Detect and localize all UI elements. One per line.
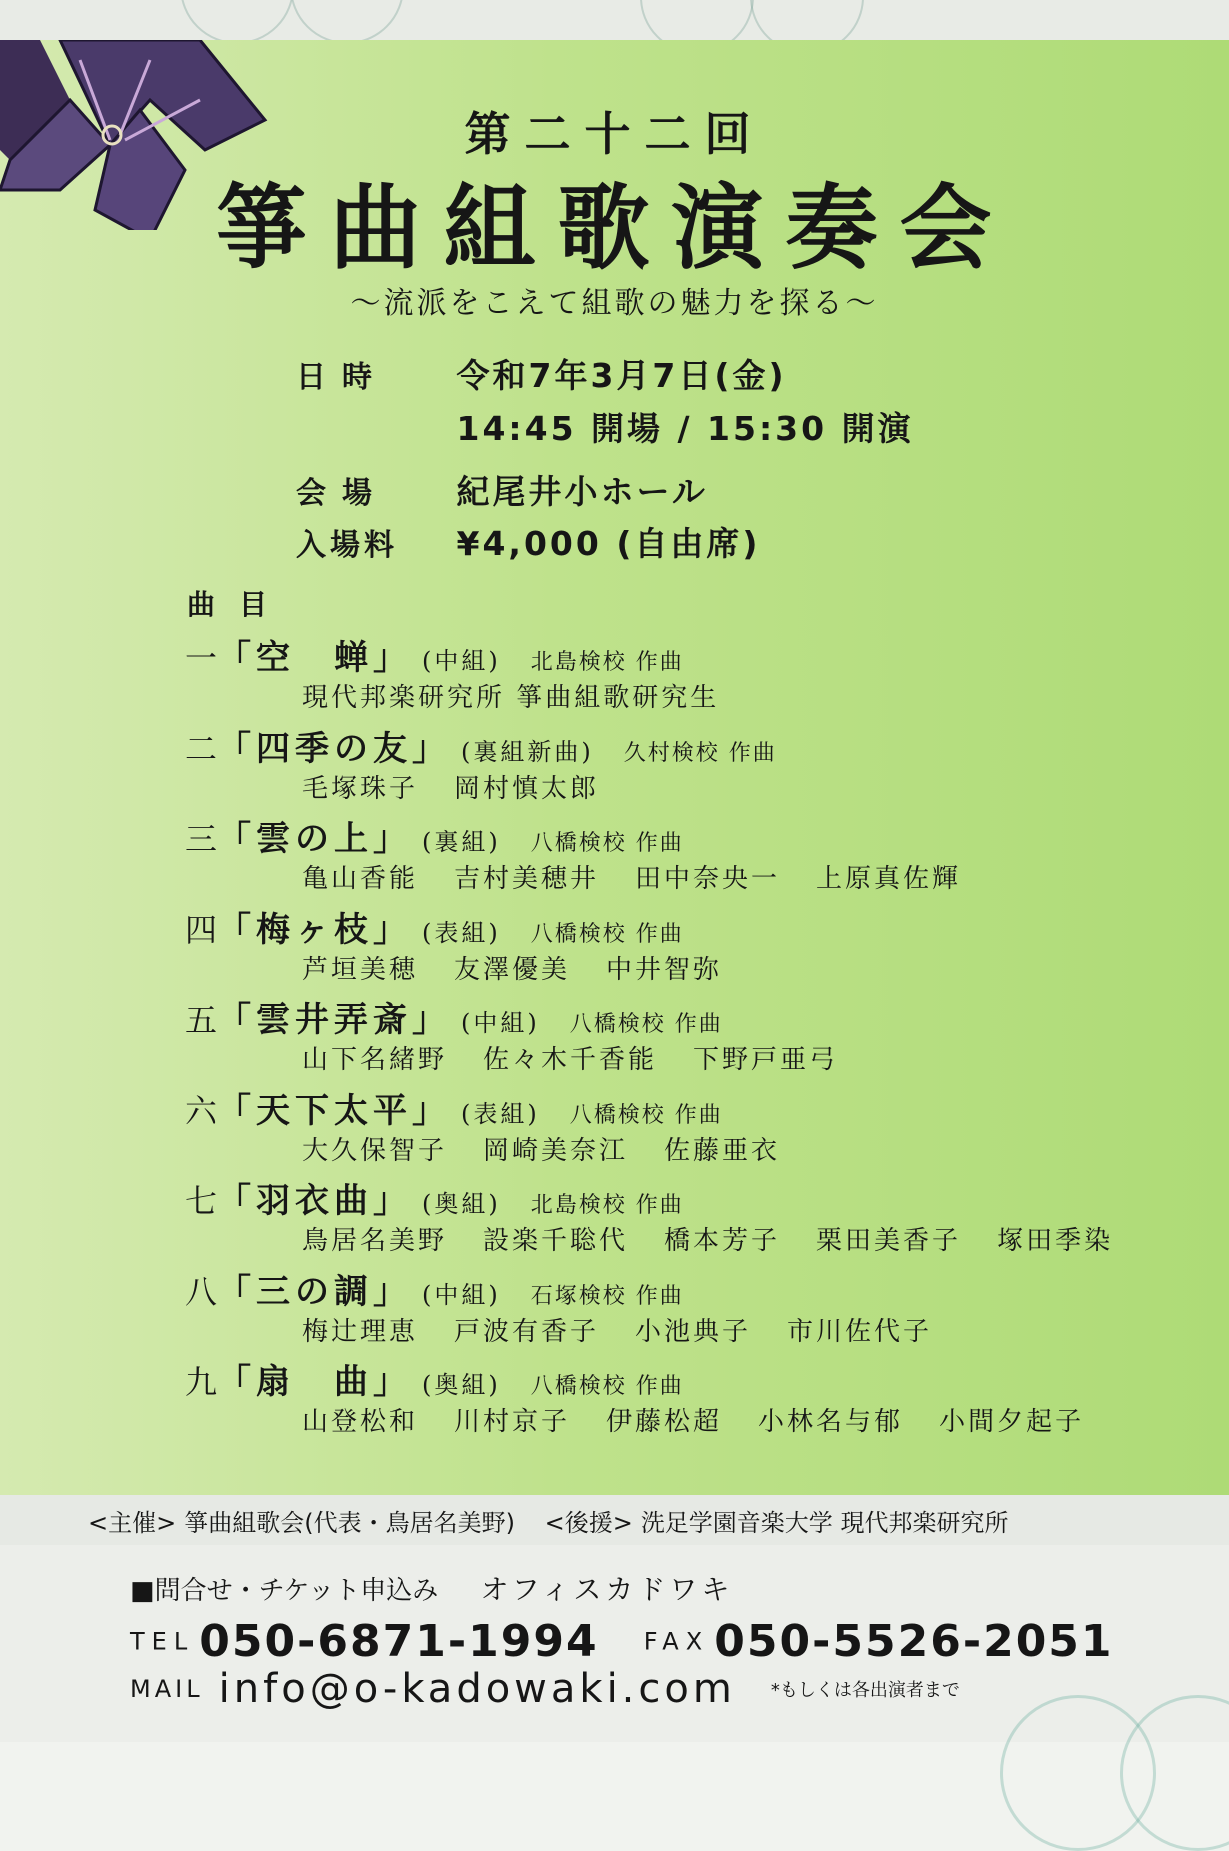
piece-composer: 八橋検校 作曲: [530, 921, 684, 947]
piece-type: (表組): [461, 1099, 540, 1128]
piece-number: 六: [185, 1091, 218, 1130]
tel-number[interactable]: 050-6871-1994: [199, 1616, 599, 1667]
performer-list: [302, 1404, 1215, 1440]
piece-title: 「羽衣曲」: [217, 1181, 413, 1221]
performer-list: [302, 1042, 1215, 1078]
venue-row: [296, 466, 708, 513]
performer-list: [302, 861, 1215, 897]
performer-list: [302, 1133, 1215, 1169]
fee-label: 入場料: [296, 528, 398, 563]
performer-name: 小間夕起子: [939, 1407, 1085, 1437]
performer-name: 小池典子: [635, 1316, 752, 1347]
venue-label: 会場: [296, 476, 388, 511]
piece-type: (奥組): [422, 1190, 501, 1218]
mail-line: [130, 1666, 960, 1712]
concert-title: 箏曲組歌演奏会: [215, 174, 1014, 282]
program-item: [185, 1089, 1215, 1169]
program-item: [185, 1360, 1215, 1440]
performer-name: 設楽千聡代: [483, 1226, 629, 1256]
organizer-label: <主催>: [88, 1508, 177, 1537]
performer-name: 山下名緒野: [302, 1045, 448, 1075]
performer-name: 岡崎美奈江: [483, 1135, 629, 1166]
edition-label: 第二十二回: [464, 107, 765, 161]
performer-name: 栗田美香子: [816, 1226, 962, 1256]
mail-label: MAIL: [130, 1675, 204, 1703]
piece-number: 九: [185, 1363, 218, 1401]
pattern-ring: [750, 0, 864, 40]
piece-title: 「梅ヶ枝」: [217, 909, 413, 950]
performer-name: 大久保智子: [302, 1135, 448, 1166]
date-label: 日時: [296, 360, 388, 395]
piece-title: 「空 蝉」: [217, 638, 413, 678]
performer-name: 鳥居名美野: [302, 1226, 448, 1256]
performer-list: [302, 680, 1215, 716]
supporter-names: 洗足学園音楽大学 現代邦楽研究所: [640, 1508, 1009, 1537]
performer-list: [302, 771, 1215, 807]
piece-composer: 北島検校 作曲: [530, 1193, 684, 1218]
piece-type: (中組): [422, 647, 501, 675]
piece-title: 「雲井弄斎」: [217, 1000, 452, 1040]
performer-name: 岡村慎太郎: [454, 773, 600, 804]
fee-value: ¥4,000 (自由席): [456, 524, 761, 563]
piece-composer: 久村検校 作曲: [623, 740, 777, 766]
performer-name: 芦垣美穂: [302, 954, 419, 985]
performer-name: 川村京子: [454, 1407, 571, 1437]
performer-name: 友澤優美: [454, 954, 571, 985]
piece-number: 四: [185, 910, 218, 949]
program-item: [185, 908, 1215, 988]
time-row: [296, 403, 914, 450]
piece-number: 二: [185, 729, 218, 768]
sponsor-text: [88, 1503, 1016, 1538]
piece-number: 一: [185, 639, 218, 677]
concert-subtitle: 〜流派をこえて組歌の魅力を探る〜: [350, 286, 879, 321]
fax-number[interactable]: 050-5526-2051: [714, 1616, 1114, 1667]
performer-name: 現代邦楽研究所 箏曲組歌研究生: [302, 683, 720, 713]
program-item: [185, 1270, 1215, 1350]
program-item: [185, 636, 1215, 716]
performer-name: 田中奈央一: [635, 864, 781, 894]
piece-title: 「扇 曲」: [217, 1362, 413, 1402]
sponsor-bar: [0, 1495, 1229, 1545]
piece-composer: 石塚検校 作曲: [530, 1283, 684, 1309]
performer-name: 上原真佐輝: [816, 864, 962, 894]
performer-name: 市川佐代子: [787, 1316, 933, 1347]
date-row: [296, 350, 787, 397]
contact-label: ■問合せ・チケット申込み: [130, 1576, 439, 1606]
pattern-ring: [180, 0, 294, 40]
piece-type: (奥組): [422, 1371, 501, 1399]
program-item: [185, 998, 1215, 1078]
program-item: [185, 727, 1215, 807]
performer-name: 塚田季染: [997, 1226, 1114, 1256]
piece-title: 「三の調」: [217, 1271, 413, 1312]
piece-type: (裏組新曲): [461, 737, 594, 766]
piece-number: 三: [185, 820, 218, 858]
piece-type: (中組): [422, 1280, 501, 1309]
piece-title: 「雲の上」: [217, 819, 413, 859]
performer-name: 山登松和: [302, 1407, 419, 1437]
piece-number: 七: [185, 1182, 218, 1220]
top-pattern-strip: [0, 0, 1229, 40]
piece-number: 八: [185, 1272, 218, 1311]
phone-line: [130, 1616, 1154, 1667]
contact-heading: [130, 1568, 733, 1608]
organizer-name: 箏曲組歌会(代表・鳥居名美野): [184, 1508, 515, 1537]
date-value: 令和7年3月7日(金): [456, 356, 787, 395]
office-name: オフィスカドワキ: [480, 1573, 734, 1606]
piece-title: 「天下太平」: [217, 1090, 452, 1131]
pattern-ring: [640, 0, 754, 40]
piece-type: (中組): [461, 1009, 540, 1037]
performer-list: [302, 1314, 1215, 1350]
piece-composer: 八橋検校 作曲: [530, 1374, 684, 1399]
fax-label: FAX: [643, 1627, 710, 1656]
performer-name: 毛塚珠子: [302, 773, 419, 804]
performer-name: 梅辻理恵: [302, 1316, 419, 1347]
performer-name: 佐藤亜衣: [664, 1135, 781, 1166]
piece-composer: 北島検校 作曲: [530, 650, 684, 675]
performer-name: 戸波有香子: [454, 1316, 600, 1347]
supporter-label: <後援>: [544, 1508, 633, 1537]
performer-name: 吉村美穂井: [454, 864, 600, 894]
piece-number: 五: [185, 1001, 218, 1039]
contact-note: *もしくは各出演者まで: [770, 1680, 960, 1701]
venue-value: 紀尾井小ホール: [456, 472, 708, 511]
pattern-ring: [1120, 1695, 1229, 1851]
tel-label: TEL: [130, 1627, 195, 1656]
performer-name: 亀山香能: [302, 864, 419, 894]
performer-name: 下野戸亜弓: [693, 1045, 839, 1075]
piece-composer: 八橋検校 作曲: [569, 1102, 723, 1128]
time-value: 14:45 開場 / 15:30 開演: [456, 409, 914, 448]
piece-composer: 八橋検校 作曲: [530, 831, 684, 856]
performer-name: 小林名与郁: [758, 1407, 904, 1437]
piece-composer: 八橋検校 作曲: [569, 1012, 723, 1037]
performer-name: 伊藤松超: [606, 1407, 723, 1437]
program-item: [185, 1179, 1215, 1259]
fee-row: [296, 518, 761, 565]
pattern-ring: [290, 0, 404, 40]
performer-name: 橋本芳子: [664, 1226, 781, 1256]
performer-name: 佐々木千香能: [483, 1045, 658, 1075]
performer-list: [302, 1223, 1215, 1259]
performer-list: [302, 952, 1215, 988]
performer-name: 中井智弥: [606, 954, 723, 985]
piece-type: (裏組): [422, 828, 501, 856]
program-heading: 曲目: [187, 588, 292, 621]
piece-title: 「四季の友」: [217, 728, 452, 769]
program-item: [185, 817, 1215, 897]
piece-type: (表組): [422, 918, 501, 947]
email-address[interactable]: info@o-kadowaki.com: [218, 1666, 736, 1712]
